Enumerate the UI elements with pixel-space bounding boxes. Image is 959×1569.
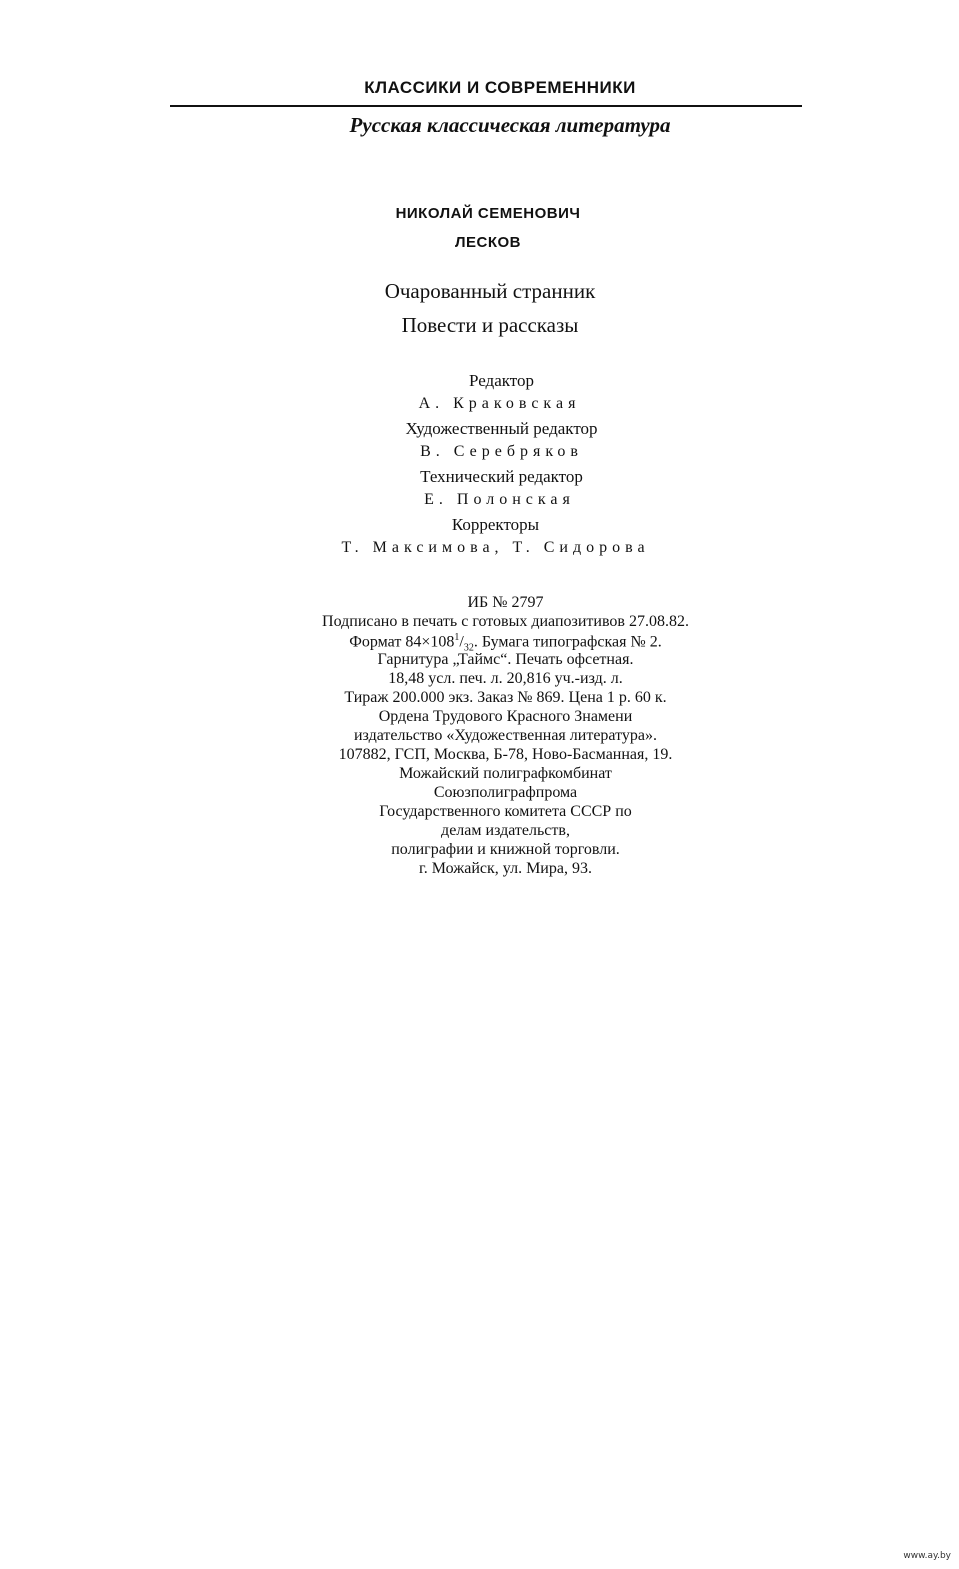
format-prefix: Формат 84×108: [349, 633, 455, 651]
proofreaders-names: Т. Максимова, Т. Сидорова: [341, 539, 650, 556]
imprint-printer-address: г. Можайск, ул. Мира, 93.: [419, 860, 592, 877]
book-title: Очарованный странник: [384, 279, 596, 303]
imprint-typeface: Гарнитура „Таймс“. Печать офсетная.: [377, 651, 634, 668]
proofreaders-label: Корректоры: [451, 515, 540, 534]
imprint-publisher-2: издательство «Художественная литература».: [353, 727, 657, 744]
tech-editor-name: Е. Полонская: [424, 491, 575, 508]
series-subtitle: Русская классическая литература: [349, 113, 671, 137]
imprint-printer-1: Можайский полиграфкомбинат: [399, 765, 612, 782]
book-subtitle: Повести и рассказы: [401, 313, 579, 337]
art-editor-name: В. Серебряков: [420, 443, 583, 460]
watermark-text: www.ay.by: [903, 1551, 951, 1561]
imprint-printer-3: Государственного комитета СССР по: [379, 803, 632, 820]
tech-editor-label: Технический редактор: [420, 467, 583, 486]
imprint-publisher-address: 107882, ГСП, Москва, Б-78, Ново-Басманная, 19.: [338, 746, 673, 763]
imprint-signed: Подписано в печать с готовых диапозитивов 27.08.82.: [322, 613, 689, 630]
art-editor-label: Художественный редактор: [405, 419, 598, 438]
imprint-format: Формат $84\times 108^1/_{32}$. Бумага типографская № 2.: [349, 632, 662, 654]
imprint-printer-4: делам издательств,: [441, 822, 570, 839]
imprint-ib: ИБ № 2797: [467, 594, 544, 611]
format-denominator: 32: [463, 642, 474, 654]
imprint-publisher-1: Ордена Трудового Красного Знамени: [378, 708, 633, 725]
editor-name: А. Краковская: [418, 395, 581, 412]
series-divider: [170, 105, 802, 107]
imprint-print-run: Тираж 200.000 экз. Заказ № 869. Цена 1 р. 60 к.: [344, 689, 667, 706]
imprint-printer-5: полиграфии и книжной торговли.: [391, 841, 620, 858]
format-suffix: . Бумага типографская № 2.: [473, 633, 662, 651]
editor-label: Редактор: [469, 371, 534, 390]
series-title: КЛАССИКИ И СОВРЕМЕННИКИ: [364, 78, 636, 97]
format-numerator: 1: [454, 632, 460, 643]
author-first-names: НИКОЛАЙ СЕМЕНОВИЧ: [395, 205, 581, 222]
author-last-name: ЛЕСКОВ: [454, 234, 522, 251]
imprint-sheets: 18,48 усл. печ. л. 20,816 уч.-изд. л.: [388, 670, 623, 687]
imprint-printer-2: Союзполиграфпрома: [433, 784, 578, 801]
